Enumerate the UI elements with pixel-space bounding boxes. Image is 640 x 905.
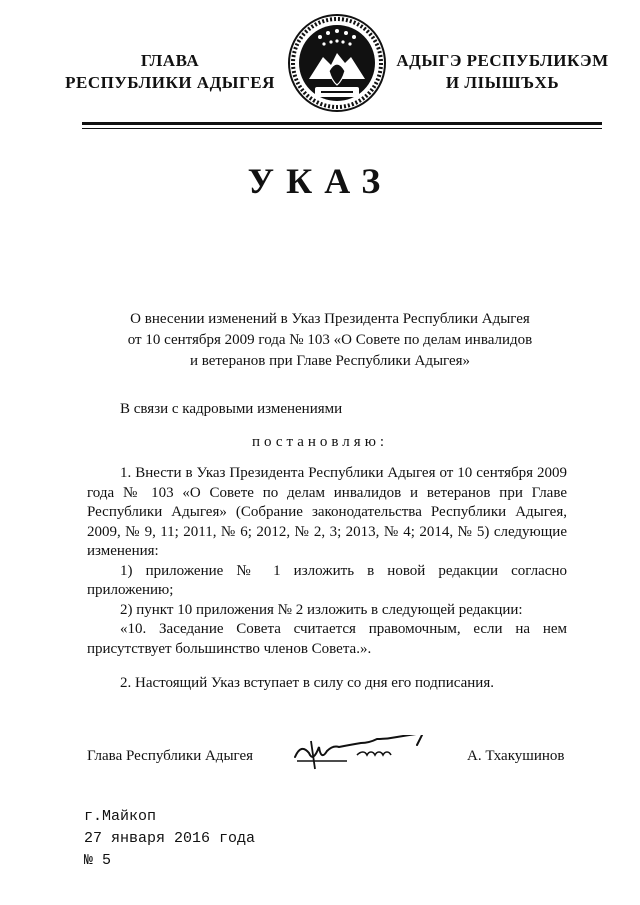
document-subject bbox=[90, 309, 570, 372]
header-right bbox=[395, 50, 610, 94]
subject-line1: О внесении изменений в Указ Президента Республики Адыгея bbox=[130, 311, 530, 327]
decree-items bbox=[87, 464, 567, 694]
header-left bbox=[55, 50, 285, 94]
item-2: 2. Настоящий Указ вступает в силу со дня его подписания. bbox=[120, 675, 494, 691]
decree-number: № 5 bbox=[84, 852, 112, 869]
header-right-line1: АДЫГЭ РЕСПУБЛИКЭМ bbox=[396, 51, 609, 70]
header-right-line2: И ЛІЫШЪХЬ bbox=[445, 73, 560, 92]
item-1-sub-1: 1) приложение № 1 изложить в новой редакции согласно приложению; bbox=[87, 562, 567, 598]
item-1-sub-2: 2) пункт 10 приложения № 2 изложить в следующей редакции: bbox=[120, 601, 523, 618]
preamble: В связи с кадровыми изменениями bbox=[120, 401, 343, 417]
issue-date: 27 января 2016 года bbox=[84, 830, 256, 847]
issue-city: г.Майкоп bbox=[84, 808, 157, 825]
signatory-position: Глава Республики Адыгея bbox=[87, 748, 254, 764]
document-title: УКАЗ bbox=[247, 161, 393, 201]
signatory-name: А. Тхакушинов bbox=[467, 748, 565, 764]
item-1: 1. Внести в Указ Президента Республики Адыгея от 10 сентября 2009 года № 103 «О Совете по делам инвалидов и ветеранов при Главе Республики Адыгея» (Собрание законодательства Республики Адыгея, 2009, № 9, 11; 2011, № 6; 2012, № 2, 3; 2013, № 4; 2014, № 5) следующие изменения: bbox=[87, 465, 567, 559]
coat-of-arms-emblem bbox=[287, 13, 387, 113]
subject-line2: от 10 сентября 2009 года № 103 «О Совете по делам инвалидов bbox=[127, 332, 533, 348]
resolve-word: постановляю: bbox=[251, 434, 389, 450]
header-divider-thin bbox=[82, 128, 602, 129]
header-left-line1: ГЛАВА bbox=[140, 51, 200, 70]
header-divider-thick bbox=[82, 122, 602, 125]
item-1-quote: «10. Заседание Совета считается правомочным, если на нем присутствует большинство членов Совета.». bbox=[87, 621, 567, 657]
subject-line3: и ветеранов при Главе Республики Адыгея» bbox=[189, 353, 471, 369]
header-left-line2: РЕСПУБЛИКИ АДЫГЕЯ bbox=[65, 73, 275, 92]
handwritten-signature bbox=[287, 735, 452, 775]
